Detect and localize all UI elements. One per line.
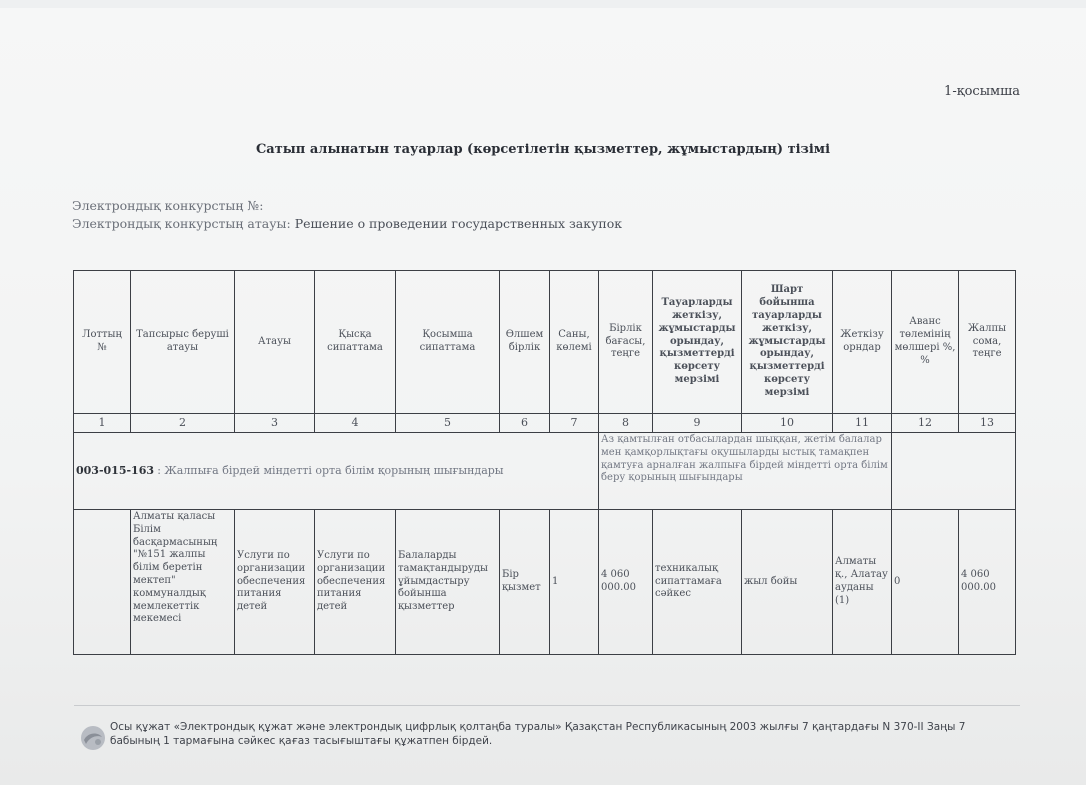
header-cell: Атауы <box>235 271 315 414</box>
header-cell: Шарт бойынша тауарларды жеткізу, жұмыстарды орындау, қызметтерді көрсету мерзімі <box>742 271 833 414</box>
column-number: 7 <box>550 414 599 433</box>
header-cell: Жалпы сома, теңге <box>959 271 1016 414</box>
column-number: 11 <box>833 414 892 433</box>
column-number: 2 <box>131 414 235 433</box>
lot-number <box>74 510 131 655</box>
column-number: 12 <box>892 414 959 433</box>
header-row <box>74 271 1016 414</box>
contest-name-value: Решение о проведении государственных закупок <box>294 216 623 231</box>
section-name: : Жалпыға бірдей міндетті орта білім қорының шығындары <box>157 463 504 477</box>
item-name: Услуги по организации обеспечения питания детей <box>235 510 315 655</box>
contest-number-label: Электрондық конкурстың №: <box>72 198 264 213</box>
header-cell: Өлшем бірлік <box>500 271 550 414</box>
section-row <box>74 433 1016 510</box>
annex-label: 1-қосымша <box>944 84 1020 99</box>
advance-percent: 0 <box>892 510 959 655</box>
column-number: 5 <box>396 414 500 433</box>
header-cell: Бірлік бағасы, теңге <box>599 271 653 414</box>
column-number: 4 <box>315 414 396 433</box>
column-number: 13 <box>959 414 1016 433</box>
header-cell: Саны, көлемі <box>550 271 599 414</box>
section-title-cell <box>74 433 599 510</box>
column-number: 6 <box>500 414 550 433</box>
unit-price: 4 060 000.00 <box>599 510 653 655</box>
legal-footer-text: Осы құжат «Электрондық құжат және электрондық цифрлық қолтаңба туралы» Қазақстан Республикасының 2003 жылғы 7 қаңтардағы N 370-II Заңы 7 бабының 1 тармағына сәйкес қағаз тасығыштағы құжатпен бірдей. <box>110 721 966 748</box>
header-cell: Лоттың № <box>74 271 131 414</box>
column-number: 10 <box>742 414 833 433</box>
section-code: 003-015-163 <box>76 463 155 477</box>
delivery-term: техникалық сипаттамаға сәйкес <box>653 510 742 655</box>
quantity: 1 <box>550 510 599 655</box>
header-cell: Қосымша сипаттама <box>396 271 500 414</box>
section-description: Аз қамтылған отбасылардан шыққан, жетім балалар мен қамқорлықтағы оқушыларды ыстық тамақпен қамтуға арналған жалпыға бірдей міндетті орта білім беру қорының шығындары <box>599 433 892 510</box>
delivery-place: Алматы қ., Алатау ауданы (1) <box>833 510 892 655</box>
egov-seal-icon <box>78 723 108 753</box>
item-short-description: Услуги по организации обеспечения питания детей <box>315 510 396 655</box>
column-number-row <box>74 414 1016 433</box>
contest-name-label: Электрондық конкурстың атауы: <box>72 216 291 231</box>
footer-divider <box>74 705 1020 706</box>
customer-name: Алматы қаласы Білім басқармасының "№151 жалпы білім беретін мектеп" коммуналдық мемлекеттік мекемесі <box>131 510 235 655</box>
document-page <box>0 8 1086 785</box>
header-cell: Тапсырыс беруші атауы <box>131 271 235 414</box>
column-number: 1 <box>74 414 131 433</box>
item-extra-description: Балаларды тамақтандыруды ұйымдастыру бойынша қызметтер <box>396 510 500 655</box>
column-number: 8 <box>599 414 653 433</box>
contest-number <box>72 198 263 213</box>
header-cell: Тауарларды жеткізу, жұмыстарды орындау, қызметтерді көрсету мерзімі <box>653 271 742 414</box>
unit: Бір қызмет <box>500 510 550 655</box>
header-cell: Жеткізу орндар <box>833 271 892 414</box>
total-amount: 4 060 000.00 <box>959 510 1016 655</box>
contract-term: жыл бойы <box>742 510 833 655</box>
header-cell: Қысқа сипаттама <box>315 271 396 414</box>
contest-name <box>72 216 622 231</box>
document-title: Сатып алынатын тауарлар (көрсетілетін қызметтер, жұмыстардың) тізімі <box>255 142 831 157</box>
procurement-table <box>73 270 1016 655</box>
column-number: 9 <box>653 414 742 433</box>
header-cell: Аванс төлемінің мөлшері %, % <box>892 271 959 414</box>
section-empty-cell <box>892 433 1016 510</box>
table-row <box>74 510 1016 655</box>
column-number: 3 <box>235 414 315 433</box>
